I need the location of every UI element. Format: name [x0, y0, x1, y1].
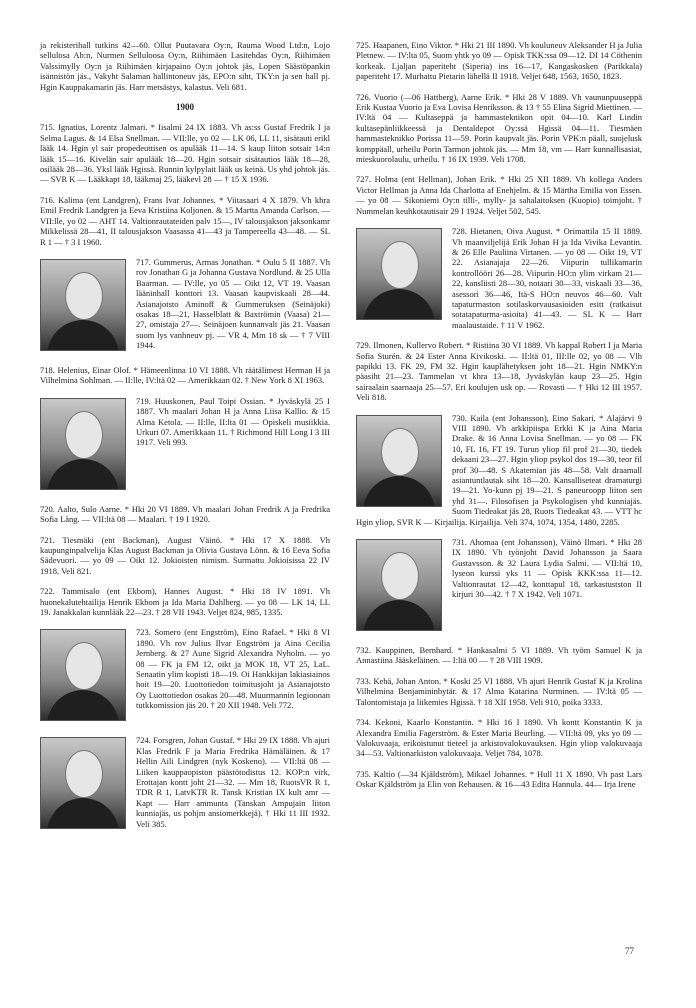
entry-726: 726. Vuorio (—06 Hattberg), Aarne Erik. * Hki 28 V 1889. Vh vaununpuuseppä Erik Kustaa Vuorio ja Eva Lovisa Henriksson. & 13 † 55 Elina Sigrid Miettinen. — IV:ltä 04 — Kultaseppä ja hammasteknikon opit 04—10. Karl Lindin kultasepänliikkeessä ja Dentaldepot Oy:ssä Hgissä 04—11. Tiesmäen hammasteknikko Porissa 11—59. Porin kaupvalt jäs. Porin VPK:n päall, suojelusk komppäall, urheilu Porin Tarmon johtok jäs. — Mm 18, vm — Harr kunnallisasiat, mieskuorolaulu, urheilu. † 16 IX 1939. Veli 1708.	[356, 91, 642, 165]
entry-722: 722. Tammisalo (ent Ekbom), Hannes August. * Hki 18 IV 1891. Vh huonekalutehtailija Henrik Ekbom ja Ida Maria Dahlberg. — yo 08 — LK 14, LL 19. Janakkalan kunnlääk 22—23. † 28 VII 1943. Veljet 824, 985, 1335.	[40, 586, 330, 617]
left-column	[40, 40, 330, 843]
entry-723-block	[40, 627, 330, 725]
entry-732: 732. Kauppinen, Bernhard. * Hankasalmi 5 VI 1889. Vh työm Samuel K ja Annastiina Jääskeläinen. — I:ltä 00 — † 28 VIII 1909.	[356, 645, 642, 666]
entry-728: 728. Hietanen, Oiva August. * Orimattila 15 II 1889. Vh maanviljelijä Erik Johan H ja Ida Vivika Levantin. & 26 Elle Pauliina Virtanen. — yo 08 — Oikt 19, VT 22. Asianajaja 22—26. Viipurin tullikamarin kontrollööri 26—28. Viipurin HO:n ylim virkam 21—22, kansliisti 28—30, notaari 30—33, viskaali 33—36, asessori 36—46, Itä-S HO:n neuvos 46—60. Valt tapaturmaston sotilaskorvausasioiden esitt (ratkaisut sotatapaturma-asioita) 41—43. — SL K — Harr maalaustaide. † 11 V 1962.	[452, 226, 642, 330]
entry-731-block	[356, 537, 642, 635]
portrait-photo	[40, 259, 126, 351]
entry-727: 727. Holma (ent Hellman), Johan Erik. * Hki 25 XII 1889. Vh kollega Anders Victor Hellman ja Anna Ida Charlotta af Enehjelm. & 15 Märtha Emilia von Essen. — yo 08 — Sikoniemi Oy:n tilli-, mylly- ja sahalaitoksen (Kuopio) toimjoht. † Nummelan keuhkotautisair 29 I 1924. Veljet 502, 545.	[356, 174, 642, 216]
entry-719-block	[40, 396, 330, 494]
entry-731: 731. Ahomaa (ent Johansson), Väinö Ilmari. * Hki 28 IX 1890. Vh työnjoht David Johansson ja Saara Gustavsson. & 32 Laura Lydia Salmi. — VII:ltä 10, lyseon kurssi yks 11 — Opisk KKK:ssa 11—12. Valtionrautat 12—42, konttapul 18, tarkastustston II kirjuri 30—42. † 7 X 1942. Veli 1071.	[452, 537, 642, 600]
portrait-photo	[356, 228, 442, 320]
entry-724-block	[40, 735, 330, 833]
entry-729: 729. Ilmonen, Kullervo Robert. * Ristiina 30 VI 1889. Vh kappal Robert I ja Maria Sofia Sturén. & 24 Ester Anna Kivikoski. — II:ltä 01, III:lle 02, yo 08 — Vlh papikki 13. FK 29, FM 32. Hgin kauplähetyksen joht 18—21. Hgin NMKY:n päasiht 21—23. Tammelan vt khra 13—18, Jyväskylän kaup 23—25. Hgin sairaalain saarnaaja 25—57. Eri koulujen usk op. — Rovasti — † Hki 12 III 1957. Veli 818.	[356, 340, 642, 403]
entry-733: 733. Kehä, Johan Anton. * Koski 25 VI 1888. Vh ajuri Henrik Gustaf K ja Krolina Vilhelmina Benjamininhytär. & 17 Alma Katarina Nurminen. — IV:ltä 05 — Talontomistaja ja liikemies Hgissä. † 18 XII 1958. Veli 910, poika 3333.	[356, 675, 642, 707]
entry-716: 716. Kalima (ent Landgren), Frans Ivar Johannes. * Viitasaari 4 X 1879. Vh khra Emil Fredrik Landgren ja Eeva Kristiina Koljonen. & 15 Martta Amanda Carlson. — VII:lle, yo 02 — AHT 14. Valtionrautateiden palv 15—, IV talousjakson jaksonkamr Mikkelissä 28—41, II talousjakson Vaasassa 41—43 ja Tampereella 43—48. — SL R 1 — † 3 I 1960.	[40, 194, 330, 247]
entry-724: 724. Forsgren, Johan Gustaf. * Hki 29 IX 1888. Vh ajuri Klas Fredrik F ja Maria Fredrika Hämäläinen. & 17 Hellin Aili Lindgren (nyk Koskeno). — VII:ltä 08 — Liiken kauppaopiston päästötodistus 12. KOP:n virk, Erottajan kontt joht 21—32. — Mm 18, RuotsVR R 1, TDR R 1, LatvKTR R. Tansk Kristian IX kult amr — Kapt — Harr ammunta (Tanskan Ampujain liiton kunniajäs, us pohjm ansiomerkkejä). † Hki 11 III 1932. Veli 385.	[136, 735, 330, 829]
entry-718: 718. Helenius, Einar Olof. * Hämeenlinna 10 VI 1888. Vh räätälimest Herman H ja Vilhelmina Sohlman. — II:lle, IV:ltä 02 — Amerikkaan 02. † New York 8 XI 1963.	[40, 364, 330, 386]
page-number: 77	[625, 946, 634, 956]
entry-723: 723. Somero (ent Engström), Eino Rafael. * Hki 8 VI 1890. Vh rov Julius Ilvar Engström ja Aina Cecilia Jernberg. & 27 Aune Sigrid Alexandra Nyholm. — yo 08 — FK ja FM 12, oikt ja MOK 18, VT 25, LaL. Senaatin ylim kopisti 18—19. Oi Hankkijan lakiasiainos hoit 19—20. Luottotiedon toimitusjoht ja Asianajotsto Oy Luottotiedon osakas 20—48. Muurmannin legioonan tutkkomission jäs 20. † 20 XII 1948. Veli 772.	[136, 627, 330, 711]
portrait-photo	[40, 629, 126, 721]
intro-text: ja rekisterihall tutkins 42—60. Ollut Puutavara Oy:n, Rauma Wood Ltd:n, Lojo sellulosa Ab:n, Nurmen Selluloosa Oy:n, Riihimäen Lasitehdas Oy:n, Riihimäen Valssimylly Oy:n ja Riihimäen kirjapaino Oy:n johtok jäs, Lopen Säästöpankin isännistön jäs., Vakyht Salaman hallintoneuv jäs, EPO:n siht, TKY:n ja sen hall pj. Hgin Kauppakamarin jäs. Harr metsästys, kalastus. Veli 681.	[40, 40, 330, 92]
entry-730: 730. Kaila (ent Johansson), Eino Sakari. * Alajärvi 9 VIII 1890. Vh arkkipiispa Erkki K ja Aina Maria Drake. & 16 Anna Lovisa Snellman. — yo 08 — FK 10, FL 16, FT 19. Turun yliop fil prof 21—30, tiedek dekaani 23—27. Hgin yliop psykol dos 19—30, teor fil prof 30—48. S Akatemian jäs 48—58. Valt draamall asiantuntlautak siht 18—20. Kansalliseteat dramaturgi 19—21. Yo-kunn pj 19—21. S paneuroopp liiton sen yhd 31—. Filosofisen ja Psykologisen yhd kunniajäs. Suom Tiedeakat jäs 28, Ruots Tiedeakat 43. — VTT hc Hgin yliop, SVR K — Kirjailija. Kirjailija. Veli 374, 1074, 1354, 1480, 2285.	[356, 412, 642, 527]
entry-719: 719. Huuskonen, Paul Toipi Ossian. * Jyväskylä 25 I 1887. Vh maalari Johan H ja Anna Liisa Kallio. & 15 Alma Ketola. — II:lle, II:lta 01 — Opiskeli musiikkia. Urkuri 07. Amerikkaan 11. † Richmond Hill Long I 3 III 1917. Veli 993.	[136, 395, 330, 448]
entry-720: 720. Aalto, Sulo Aarne. * Hki 20 VI 1889. Vh maalari Johan Fredrik A ja Fredrika Sofia Lång. — VII:ltä 08 — Maalari. † 19 I 1920.	[40, 503, 330, 525]
entry-715: 715. Ignatius, Lorentz Jalmari. * Iisalmi 24 IX 1883. Vh as:ss Gustaf Fredrik I ja Selma Lagus. & 14 Elsa Snellman. — VII:lle, yo 02 — LK 06, LL 11, sisätauti erikl lääk 14. Hgin yl sair propedeuttisen os apulääk 11—14. S kaup liiton sotsair 14:n lääk 15—16. Kivelän sair apulääk 18—20. Hgin sotsair sisätautios lääk 18—28, osilääk 28—36. Yksl lääk Hgissä. Runnin kylpylait lääk us keinä. Us yhd johtok jäs. — SVR K — Lääkkapt 18, lääkmaj 25, lääkevl 28 — † 15 X 1936.	[40, 122, 330, 185]
year-heading: 1900	[176, 102, 194, 113]
entry-728-block	[356, 226, 642, 330]
entry-717: 717. Gummerus, Armas Jonathan. * Oulu 5 II 1887. Vh rov Jonathan G ja Johanna Gustava Nordlund. & 25 Ulla Baarman. — IV:lle, yo 05 — Oikt 12, VT 19. Vaasan lääninhall konttori 13. Vaasan kaupviskaali 28—44. Asianajotsto Aminoff & Gummeruksen (Seinäjoki) osakas 18—21, Hasselblatt & Baxtrömin (Vaasa) 21—27, omistaja 27—. Seinäjoen kunnanvalt jäs 21. Vaasan suom lys vanhneuv pj. — VR 4, Mm 18 sk — † 7 VIII 1944.	[136, 256, 330, 351]
right-column	[356, 40, 642, 800]
portrait-photo	[40, 737, 126, 829]
portrait-photo	[356, 539, 442, 631]
portrait-photo	[40, 398, 126, 490]
portrait-photo	[356, 415, 442, 507]
entry-735: 735. Kaltio (—34 Kjäldström), Mikael Johannes. * Hull 11 X 1890. Vh past Lars Oskar Kjäldström ja Elin von Rehausen. & 16—43 Edita Hannula. 44— Irja Irene	[356, 768, 642, 790]
entry-730-block	[356, 413, 642, 527]
entry-734: 734. Kekoni, Kaarlo Konstantin. * Hki 16 I 1890. Vh kontt Konstantin K ja Alexandra Emilia Fagerström. & Ester Maria Beurling. — VII:ltä 09, yks yo 09 — Valokuvaaja, erikoistunut tieteel ja arkistovalokuvauksen. Hgin yliop valokuvaaja 34—53. Valtionarkiston valokuvaaja. Veljet 784, 1078.	[356, 717, 642, 759]
entry-721: 721. Tiesmäki (ent Backman), August Väinö. * Hki 17 X 1888. Vh kaupunginpalvelija Klas August Backman ja Olivia Gustava Lönn. & 16 Eeva Sofia Sädevuori. — yo 09 — Oikt 12. Jokioisten nimism. Surmattu Jokioisissa 22 IV 1918. Veli 821.	[40, 534, 330, 576]
entry-725: 725. Haapanen, Eino Viktor. * Hki 21 III 1890. Vh kouluneuv Aleksander H ja Julia Pletnew. — IV:lta 05, Suom yhtk yo 09 — Opisk TKK:ssa 09—12. DI 14 Cöthenin korkeak. Ljaljan paperiteht (Siperia) ins 16—17, Kangaskosken (Parikkala) paperiteht 17. Murhattu Pietarin lähellä II 1918. Veljet 648, 1563, 1650, 1823.	[356, 40, 642, 82]
entry-717-block	[40, 257, 330, 355]
